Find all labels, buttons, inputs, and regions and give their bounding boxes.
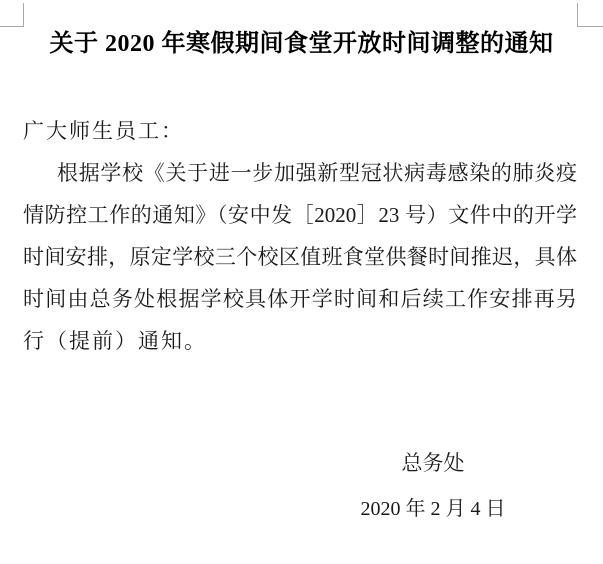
crop-mark-top-left-vertical	[23, 3, 24, 26]
signature-date: 2020 年 2 月 4 日	[360, 498, 506, 520]
document-body	[23, 110, 577, 362]
salutation-line: 广大师生员工：	[23, 119, 184, 143]
body-line: 时间由总务处根据学校具体开学时间和后续工作安排再另	[23, 287, 577, 311]
document-title: 关于 2020 年寒假期间食堂开放时间调整的通知	[49, 31, 554, 57]
body-line: 情防控工作的通知》（安中发［2020］23 号）文件中的开学	[23, 203, 577, 227]
crop-mark-top-right-horizontal	[577, 26, 603, 27]
crop-mark-top-left-horizontal	[0, 26, 24, 27]
signature-department: 总务处	[401, 451, 465, 475]
signature-block	[348, 440, 518, 532]
body-line: 行（提前）通知。	[23, 329, 207, 353]
crop-mark-top-right-vertical	[577, 3, 578, 26]
body-line: 时间安排，原定学校三个校区值班食堂供餐时间推迟，具体	[23, 245, 577, 269]
body-line: 根据学校《关于进一步加强新型冠状病毒感染的肺炎疫	[57, 161, 577, 185]
